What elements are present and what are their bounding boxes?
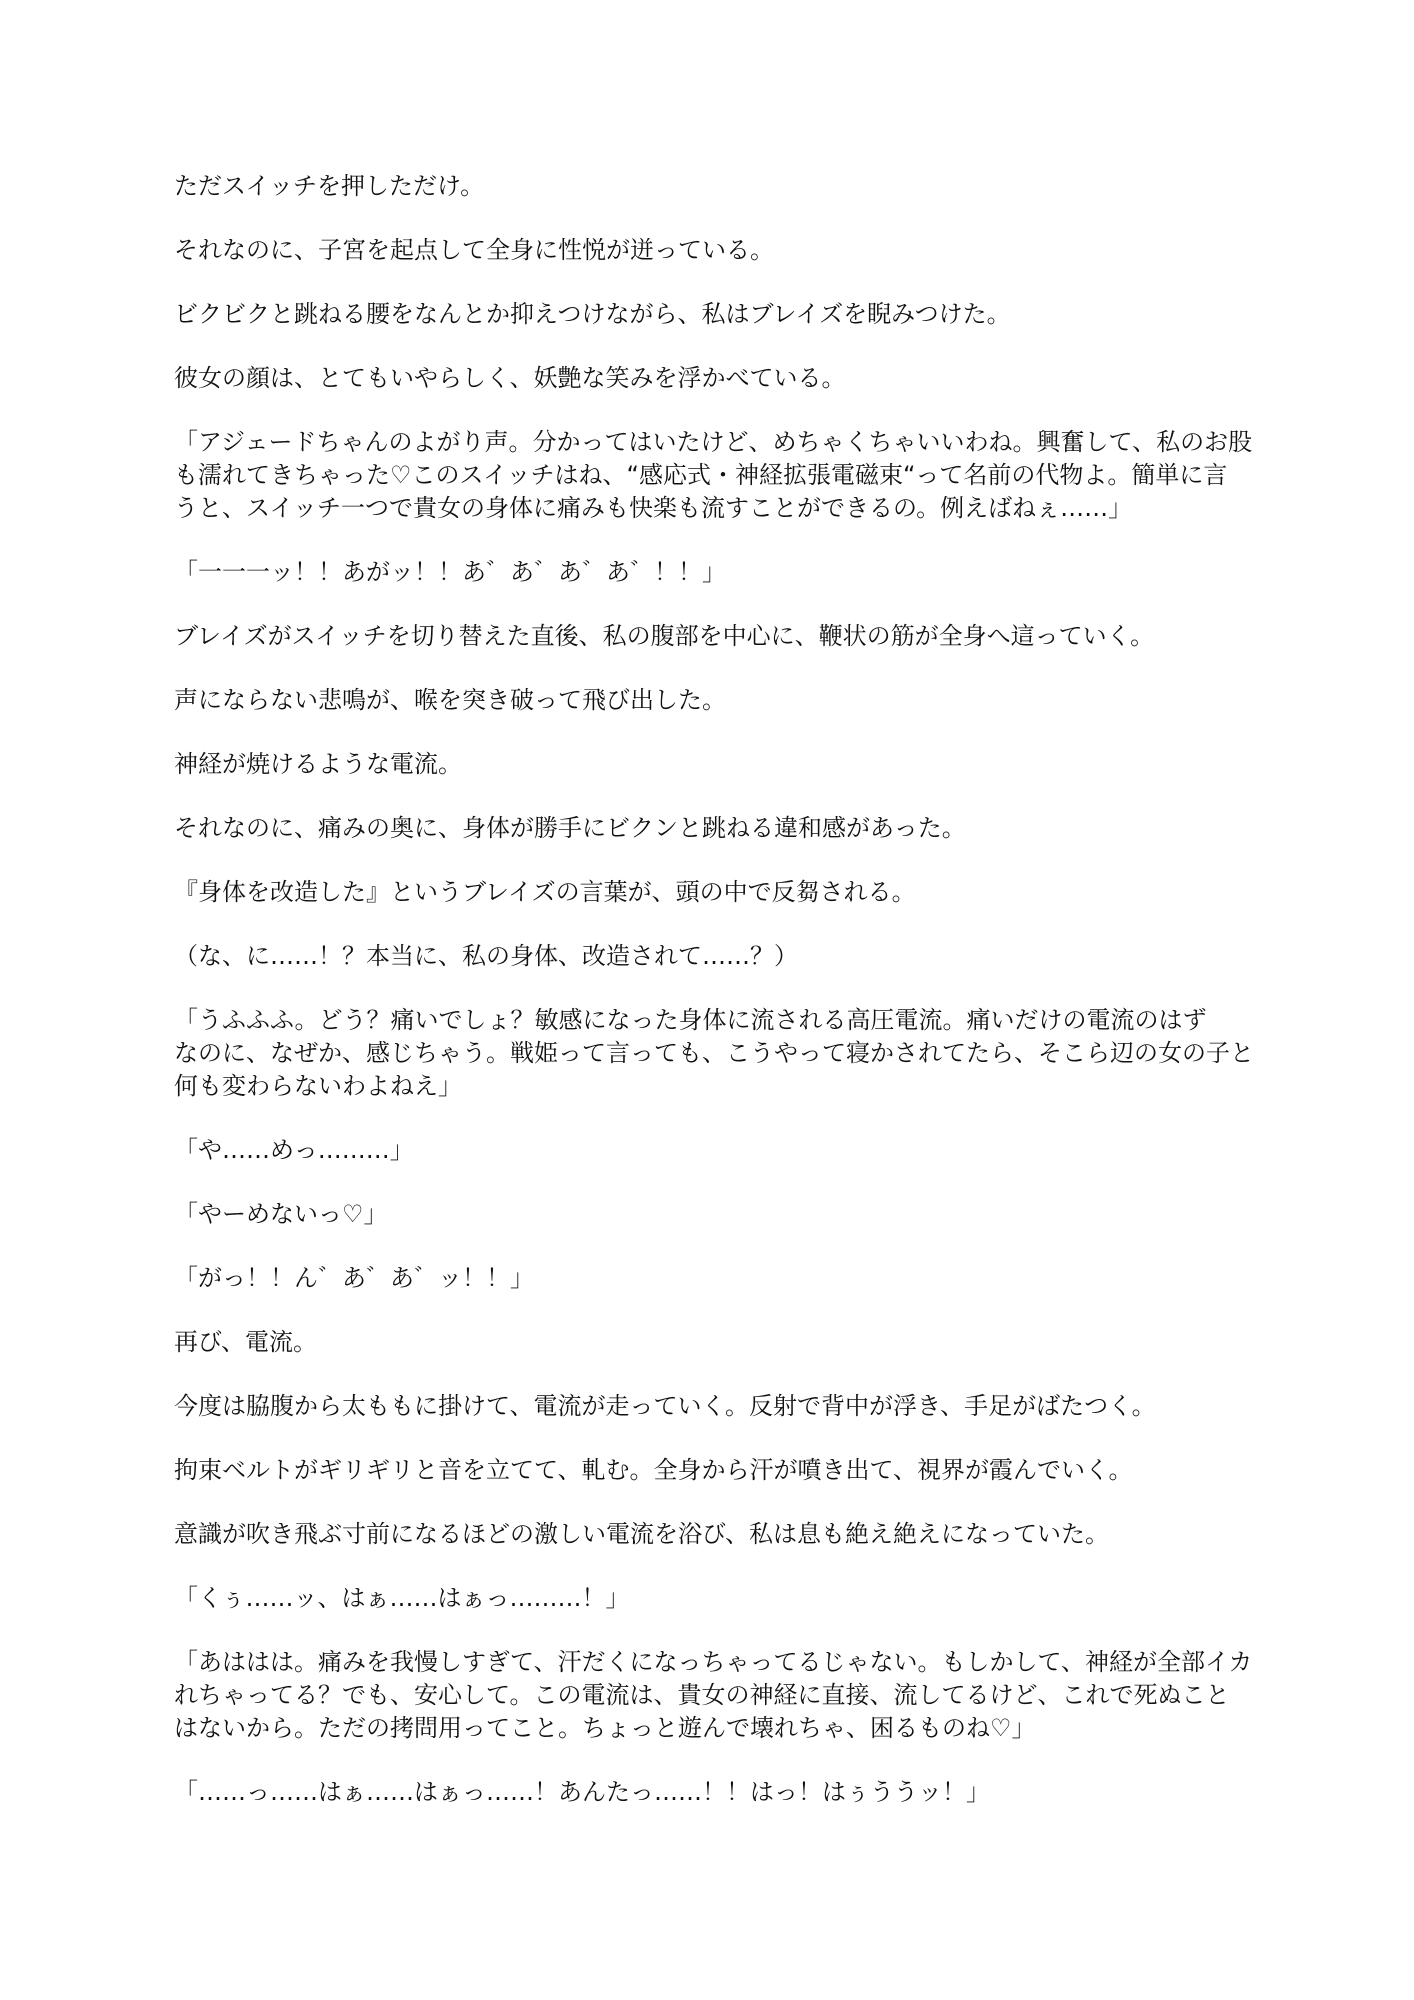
text-line: も濡れてきちゃった♡このスイッチはね、“感応式・神経拡張電磁束“って名前の代物よ。簡単に言	[174, 461, 1228, 489]
text-line: はないから。ただの拷問用ってこと。ちょっと遊んで壊れちゃ、困るものね♡」	[174, 1714, 1036, 1742]
text-line: 「うふふふ。どう？痛いでしょ？敏感になった身体に流される高圧電流。痛いだけの電流のはず	[174, 1006, 1207, 1034]
text-line: 「や……めっ………」	[174, 1136, 414, 1164]
paragraph	[174, 1326, 1254, 1359]
text-line: 「がっ！！ん゛あ゛あ゛ッ！！」	[174, 1264, 534, 1292]
text-line: ビクビクと跳ねる腰をなんとか抑えつけながら、私はブレイズを睨みつけた。	[174, 300, 1011, 328]
text-line: 何も変わらないわよねえ」	[174, 1072, 462, 1100]
paragraph	[174, 1646, 1254, 1745]
paragraph	[174, 620, 1254, 653]
text-line: 「くぅ……ッ、はぁ……はぁっ………！」	[174, 1584, 630, 1612]
paragraph	[174, 1198, 1254, 1231]
text-line: なのに、なぜか、感じちゃう。戦姫って言っても、こうやって寝かされてたら、そこら辺の女の子と	[174, 1039, 1254, 1067]
paragraph	[174, 1004, 1254, 1103]
paragraph	[174, 748, 1254, 781]
paragraph	[174, 1390, 1254, 1423]
text-line: 「……っ……はぁ……はぁっ……！あんたっ……！！はっ！はぅううッ！」	[174, 1778, 990, 1806]
text-line: 「やーめないっ♡」	[174, 1200, 388, 1228]
text-line: それなのに、痛みの奥に、身体が勝手にビクンと跳ねる違和感があった。	[174, 814, 966, 842]
text-line: 意識が吹き飛ぶ寸前になるほどの激しい電流を浴び、私は息も絶え絶えになっていた。	[174, 1520, 1110, 1548]
paragraph	[174, 1134, 1254, 1167]
text-line: 声にならない悲鳴が、喉を突き破って飛び出した。	[174, 686, 726, 714]
text-line: 『身体を改造した』というブレイズの言葉が、頭の中で反芻される。	[174, 878, 916, 906]
text-line: ただスイッチを押しただけ。	[174, 172, 485, 200]
text-line: （な、に……！？本当に、私の身体、改造されて……？）	[174, 942, 798, 970]
text-line: 拘束ベルトがギリギリと音を立てて、軋む。全身から汗が噴き出て、視界が霞んでいく。	[174, 1456, 1133, 1484]
paragraph	[174, 1776, 1254, 1809]
text-line: 「あははは。痛みを我慢しすぎて、汗だくになっちゃってるじゃない。もしかして、神経が全部イカ	[174, 1648, 1253, 1676]
paragraph	[174, 1518, 1254, 1551]
paragraph	[174, 1454, 1254, 1487]
document-page	[174, 170, 1254, 1840]
paragraph	[174, 1582, 1254, 1615]
paragraph	[174, 812, 1254, 845]
paragraph	[174, 362, 1254, 395]
paragraph	[174, 876, 1254, 909]
text-line: れちゃってる？でも、安心して。この電流は、貴女の神経に直接、流してるけど、これで死ぬこと	[174, 1681, 1230, 1709]
text-line: 再び、電流。	[174, 1328, 318, 1356]
text-line: 彼女の顔は、とてもいやらしく、妖艶な笑みを浮かべている。	[174, 364, 846, 392]
text-line: 今度は脇腹から太ももに掛けて、電流が走っていく。反射で背中が浮き、手足がばたつく。	[174, 1392, 1156, 1420]
text-line: 神経が焼けるような電流。	[174, 750, 462, 778]
paragraph	[174, 298, 1254, 331]
text-line: うと、スイッチ一つで貴女の身体に痛みも快楽も流すことができるの。例えばねぇ……」	[174, 494, 1133, 522]
paragraph	[174, 170, 1254, 203]
paragraph	[174, 426, 1254, 525]
paragraph	[174, 556, 1254, 589]
text-line: 「アジェードちゃんのよがり声。分かってはいたけど、めちゃくちゃいいわね。興奮して、私のお股	[174, 428, 1253, 456]
paragraph	[174, 234, 1254, 267]
text-line: ブレイズがスイッチを切り替えた直後、私の腹部を中心に、鞭状の筋が全身へ這っていく。	[174, 622, 1155, 650]
paragraph	[174, 1262, 1254, 1295]
paragraph	[174, 684, 1254, 717]
text-line: 「一一一ッ！！あがッ！！あ゛あ゛あ゛あ゛！！」	[174, 558, 726, 586]
paragraph	[174, 940, 1254, 973]
text-line: それなのに、子宮を起点して全身に性悦が迸っている。	[174, 236, 774, 264]
